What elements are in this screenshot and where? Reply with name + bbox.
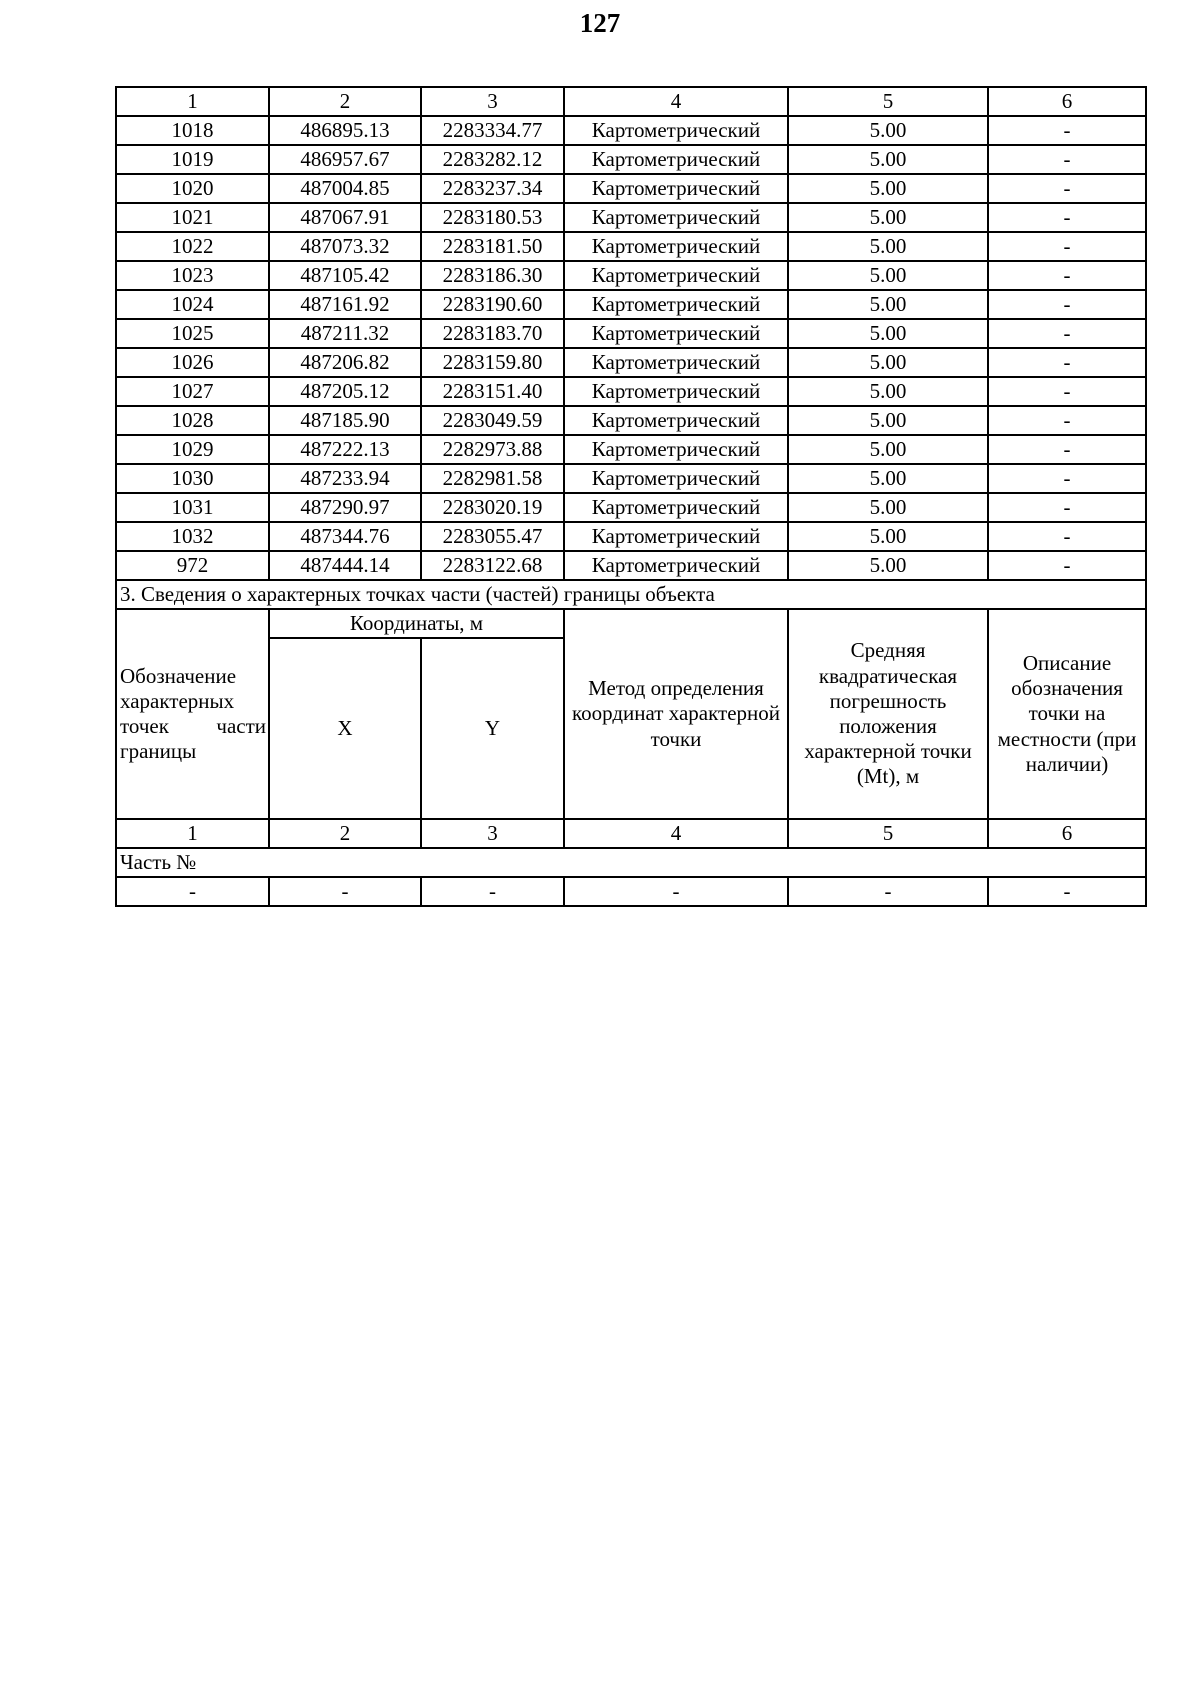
mt-cell: 5.00 bbox=[788, 493, 988, 522]
table-row bbox=[116, 348, 1146, 377]
y-cell: 2283186.30 bbox=[421, 261, 564, 290]
desc-cell: - bbox=[988, 319, 1146, 348]
column-number: 5 bbox=[788, 819, 988, 848]
method-header: Метод определения координат характерной точки bbox=[564, 609, 788, 819]
method-cell: Картометрический bbox=[564, 203, 788, 232]
table-row bbox=[116, 493, 1146, 522]
table-row bbox=[116, 435, 1146, 464]
x-header: X bbox=[269, 638, 421, 819]
desc-cell: - bbox=[988, 377, 1146, 406]
empty-cell: - bbox=[988, 877, 1146, 906]
part-label: Часть № bbox=[116, 848, 1146, 877]
y-header: Y bbox=[421, 638, 564, 819]
point-cell: 1018 bbox=[116, 116, 269, 145]
point-cell: 1028 bbox=[116, 406, 269, 435]
point-cell: 1031 bbox=[116, 493, 269, 522]
empty-row bbox=[116, 877, 1146, 906]
column-number: 3 bbox=[421, 87, 564, 116]
method-cell: Картометрический bbox=[564, 319, 788, 348]
desc-cell: - bbox=[988, 290, 1146, 319]
x-cell: 487444.14 bbox=[269, 551, 421, 580]
table-row bbox=[116, 174, 1146, 203]
method-cell: Картометрический bbox=[564, 551, 788, 580]
point-cell: 1020 bbox=[116, 174, 269, 203]
y-cell: 2283237.34 bbox=[421, 174, 564, 203]
x-cell: 486957.67 bbox=[269, 145, 421, 174]
point-cell: 1021 bbox=[116, 203, 269, 232]
table-row bbox=[116, 377, 1146, 406]
y-cell: 2283181.50 bbox=[421, 232, 564, 261]
mt-cell: 5.00 bbox=[788, 319, 988, 348]
mt-cell: 5.00 bbox=[788, 435, 988, 464]
mt-cell: 5.00 bbox=[788, 290, 988, 319]
table-row bbox=[116, 522, 1146, 551]
mt-cell: 5.00 bbox=[788, 261, 988, 290]
desc-cell: - bbox=[988, 203, 1146, 232]
method-cell: Картометрический bbox=[564, 435, 788, 464]
y-cell: 2283049.59 bbox=[421, 406, 564, 435]
desc-cell: - bbox=[988, 522, 1146, 551]
y-cell: 2283282.12 bbox=[421, 145, 564, 174]
desc-cell: - bbox=[988, 174, 1146, 203]
table-row bbox=[116, 406, 1146, 435]
y-cell: 2283180.53 bbox=[421, 203, 564, 232]
column-number: 1 bbox=[116, 87, 269, 116]
point-cell: 1026 bbox=[116, 348, 269, 377]
x-cell: 487004.85 bbox=[269, 174, 421, 203]
y-cell: 2283151.40 bbox=[421, 377, 564, 406]
column-number: 3 bbox=[421, 819, 564, 848]
y-cell: 2283055.47 bbox=[421, 522, 564, 551]
section-title: 3. Сведения о характерных точках части (частей) границы объекта bbox=[116, 580, 1146, 609]
method-cell: Картометрический bbox=[564, 464, 788, 493]
column-number: 4 bbox=[564, 87, 788, 116]
desc-cell: - bbox=[988, 464, 1146, 493]
mt-cell: 5.00 bbox=[788, 377, 988, 406]
x-cell: 487222.13 bbox=[269, 435, 421, 464]
y-cell: 2283159.80 bbox=[421, 348, 564, 377]
error-header: Средняя квадратическая погрешность положения характерной точки (Mt), м bbox=[788, 609, 988, 819]
mt-cell: 5.00 bbox=[788, 406, 988, 435]
column-number: 6 bbox=[988, 87, 1146, 116]
coordinates-header: Координаты, м bbox=[269, 609, 564, 638]
x-cell: 487067.91 bbox=[269, 203, 421, 232]
point-cell: 1024 bbox=[116, 290, 269, 319]
desc-cell: - bbox=[988, 145, 1146, 174]
empty-cell: - bbox=[564, 877, 788, 906]
desc-cell: - bbox=[988, 261, 1146, 290]
method-cell: Картометрический bbox=[564, 493, 788, 522]
column-numbers-row bbox=[116, 87, 1146, 116]
mt-cell: 5.00 bbox=[788, 203, 988, 232]
empty-cell: - bbox=[269, 877, 421, 906]
method-cell: Картометрический bbox=[564, 290, 788, 319]
column-numbers-row bbox=[116, 819, 1146, 848]
point-cell: 1022 bbox=[116, 232, 269, 261]
method-cell: Картометрический bbox=[564, 232, 788, 261]
column-number: 1 bbox=[116, 819, 269, 848]
y-cell: 2283183.70 bbox=[421, 319, 564, 348]
point-cell: 1023 bbox=[116, 261, 269, 290]
x-cell: 487233.94 bbox=[269, 464, 421, 493]
table-row bbox=[116, 203, 1146, 232]
mt-cell: 5.00 bbox=[788, 348, 988, 377]
column-number: 5 bbox=[788, 87, 988, 116]
desc-cell: - bbox=[988, 493, 1146, 522]
desc-cell: - bbox=[988, 406, 1146, 435]
empty-cell: - bbox=[788, 877, 988, 906]
table-row bbox=[116, 261, 1146, 290]
method-cell: Картометрический bbox=[564, 174, 788, 203]
section-title-row bbox=[116, 580, 1146, 609]
column-number: 2 bbox=[269, 819, 421, 848]
point-cell: 1019 bbox=[116, 145, 269, 174]
desc-cell: - bbox=[988, 348, 1146, 377]
x-cell: 487161.92 bbox=[269, 290, 421, 319]
table-row bbox=[116, 116, 1146, 145]
table-row bbox=[116, 464, 1146, 493]
section-header-row bbox=[116, 609, 1146, 638]
column-number: 6 bbox=[988, 819, 1146, 848]
point-cell: 1029 bbox=[116, 435, 269, 464]
method-cell: Картометрический bbox=[564, 145, 788, 174]
x-cell: 487211.32 bbox=[269, 319, 421, 348]
mt-cell: 5.00 bbox=[788, 232, 988, 261]
y-cell: 2283020.19 bbox=[421, 493, 564, 522]
table-row bbox=[116, 319, 1146, 348]
x-cell: 487073.32 bbox=[269, 232, 421, 261]
point-cell: 1025 bbox=[116, 319, 269, 348]
desc-cell: - bbox=[988, 116, 1146, 145]
empty-cell: - bbox=[116, 877, 269, 906]
page-number: 127 bbox=[579, 8, 621, 38]
point-cell: 1032 bbox=[116, 522, 269, 551]
x-cell: 487105.42 bbox=[269, 261, 421, 290]
coordinates-table bbox=[115, 86, 1147, 907]
x-cell: 487206.82 bbox=[269, 348, 421, 377]
column-number: 2 bbox=[269, 87, 421, 116]
y-cell: 2282973.88 bbox=[421, 435, 564, 464]
description-header: Описание обозначения точки на местности (при наличии) bbox=[988, 609, 1146, 819]
table-row bbox=[116, 290, 1146, 319]
y-cell: 2282981.58 bbox=[421, 464, 564, 493]
desc-cell: - bbox=[988, 551, 1146, 580]
point-cell: 1027 bbox=[116, 377, 269, 406]
x-cell: 487205.12 bbox=[269, 377, 421, 406]
table-row bbox=[116, 145, 1146, 174]
column-number: 4 bbox=[564, 819, 788, 848]
method-cell: Картометрический bbox=[564, 116, 788, 145]
desc-cell: - bbox=[988, 435, 1146, 464]
y-cell: 2283334.77 bbox=[421, 116, 564, 145]
part-row bbox=[116, 848, 1146, 877]
mt-cell: 5.00 bbox=[788, 174, 988, 203]
x-cell: 486895.13 bbox=[269, 116, 421, 145]
x-cell: 487290.97 bbox=[269, 493, 421, 522]
desc-cell: - bbox=[988, 232, 1146, 261]
method-cell: Картометрический bbox=[564, 406, 788, 435]
point-cell: 972 bbox=[116, 551, 269, 580]
method-cell: Картометрический bbox=[564, 522, 788, 551]
y-cell: 2283122.68 bbox=[421, 551, 564, 580]
table-row bbox=[116, 551, 1146, 580]
y-cell: 2283190.60 bbox=[421, 290, 564, 319]
method-cell: Картометрический bbox=[564, 348, 788, 377]
method-cell: Картометрический bbox=[564, 261, 788, 290]
designation-header: Обозначение характерных точек части границы bbox=[116, 609, 269, 819]
point-cell: 1030 bbox=[116, 464, 269, 493]
empty-cell: - bbox=[421, 877, 564, 906]
method-cell: Картометрический bbox=[564, 377, 788, 406]
mt-cell: 5.00 bbox=[788, 116, 988, 145]
mt-cell: 5.00 bbox=[788, 522, 988, 551]
x-cell: 487185.90 bbox=[269, 406, 421, 435]
mt-cell: 5.00 bbox=[788, 464, 988, 493]
mt-cell: 5.00 bbox=[788, 145, 988, 174]
table-row bbox=[116, 232, 1146, 261]
x-cell: 487344.76 bbox=[269, 522, 421, 551]
mt-cell: 5.00 bbox=[788, 551, 988, 580]
